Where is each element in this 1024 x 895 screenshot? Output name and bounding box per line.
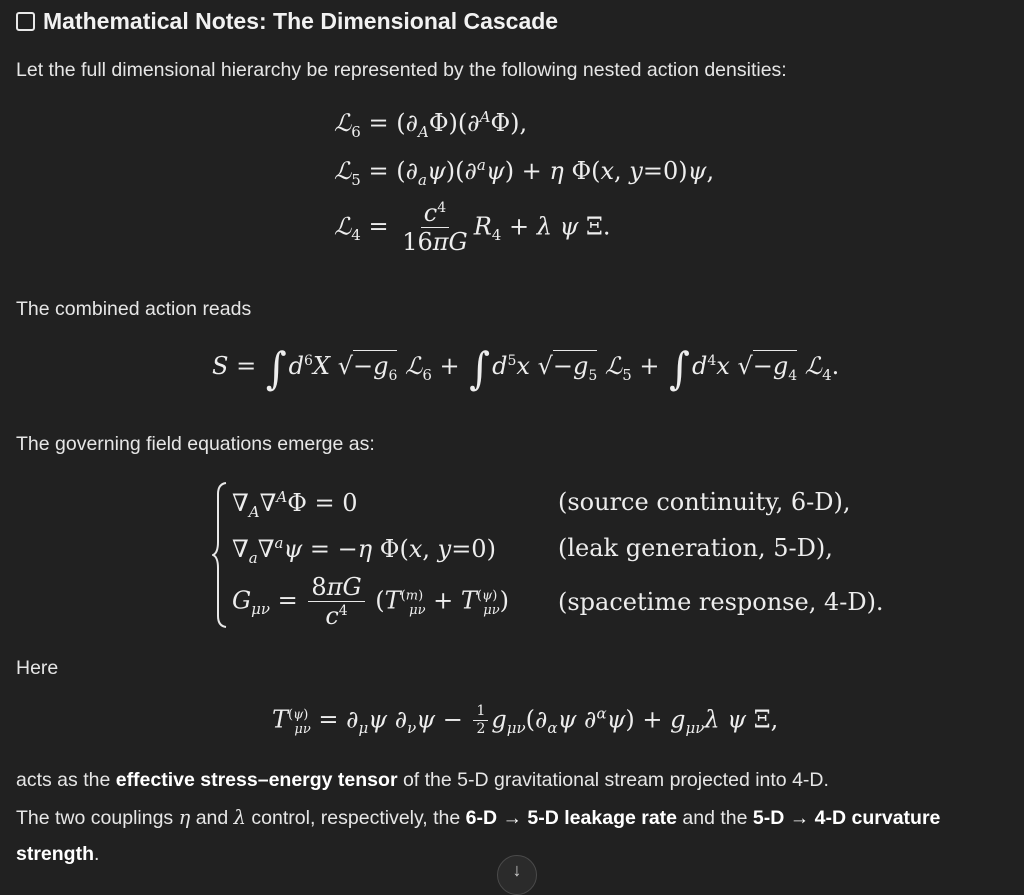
equation-leak: $\nabla_a\nabla^a\psi = -\eta$ Φ(x, y=0) (232, 534, 496, 567)
equation-source: $\nabla_A\nabla^A\Phi = 0$ (232, 488, 358, 521)
label-source: (source continuity, 6-D), (558, 488, 851, 516)
bold-leakage-phrase: 6-D → 5-D leakage rate (465, 807, 678, 829)
left-brace (212, 480, 228, 630)
field-equations (212, 480, 884, 631)
square-icon (16, 12, 35, 31)
bold-tensor-phrase: effective stress–energy tensor (115, 769, 398, 791)
action-densities (334, 104, 754, 274)
bold-strength-word: strength (16, 843, 94, 865)
lambda-symbol: λ (233, 806, 247, 829)
label-leak: (leak generation, 5-D), (558, 534, 833, 562)
scroll-down-button[interactable] (497, 855, 537, 895)
intro-paragraph: Let the full dimensional hierarchy be represented by the following nested action densities: (16, 59, 787, 81)
acts-paragraph: acts as the effective stress–energy tensor of the 5-D gravitational stream projected into 4-D. (16, 769, 829, 791)
eta-symbol: η (178, 806, 191, 829)
section-heading (16, 8, 558, 35)
arrow-down-icon: ↓ (512, 860, 522, 880)
couplings-paragraph: The two couplings η and λ control, respectively, the 6-D → 5-D leakage rate and the 5-D → 4-D curvature (16, 806, 941, 829)
lagrangian-6: ℒ$_6$ = $(\partial_A\Phi)(\partial^A\Phi)$, (334, 108, 528, 141)
stress-energy-definition: $T^{(\psi)}_{\mu\nu} = \partial_\mu\psi$ $\partial_\nu\psi$ − $\frac{1}{2}$ $g_{\mu\nu}(\partial_\alpha\psi$ $\partial^\alpha\psi) + g_{\mu\nu}\lambda$ ψ Ξ, (272, 703, 779, 738)
here-paragraph: Here (16, 657, 59, 679)
lagrangian-5: ℒ$_5$ = $(\partial_a\psi)(\partial^a\psi) + \eta$ Φ(x, y=0)ψ, (334, 156, 715, 189)
notes-page (16, 0, 1016, 877)
lagrangian-4: ℒ$_4$ = $\frac{c^4}{16\pi G}$ $R_4 + \lambda$ ψ Ξ. (334, 199, 611, 257)
governing-paragraph: The governing field equations emerge as: (16, 433, 375, 455)
equation-spacetime: $G_{\mu\nu}$ = $\frac{8\pi G}{c^4}$ $(T^{(m)}_{\mu\nu} + T^{(\psi)}_{\mu\nu})$ (232, 573, 509, 631)
couplings-paragraph-cont: strength. (16, 843, 100, 865)
combined-paragraph: The combined action reads (16, 298, 252, 320)
heading-text: Mathematical Notes: The Dimensional Cascade (43, 8, 559, 34)
label-spacetime: (spacetime response, 4-D). (558, 588, 884, 616)
combined-action: $S = \int d^6X$ $√-g_6$ ℒ$_6$ + $\int d^5x$ $√-g_5$ ℒ$_5$ + $\int d^4x$ $√-g_4$ ℒ$_4$. (212, 343, 840, 395)
bold-curvature-phrase: 5-D → 4-D curvature (752, 807, 941, 829)
